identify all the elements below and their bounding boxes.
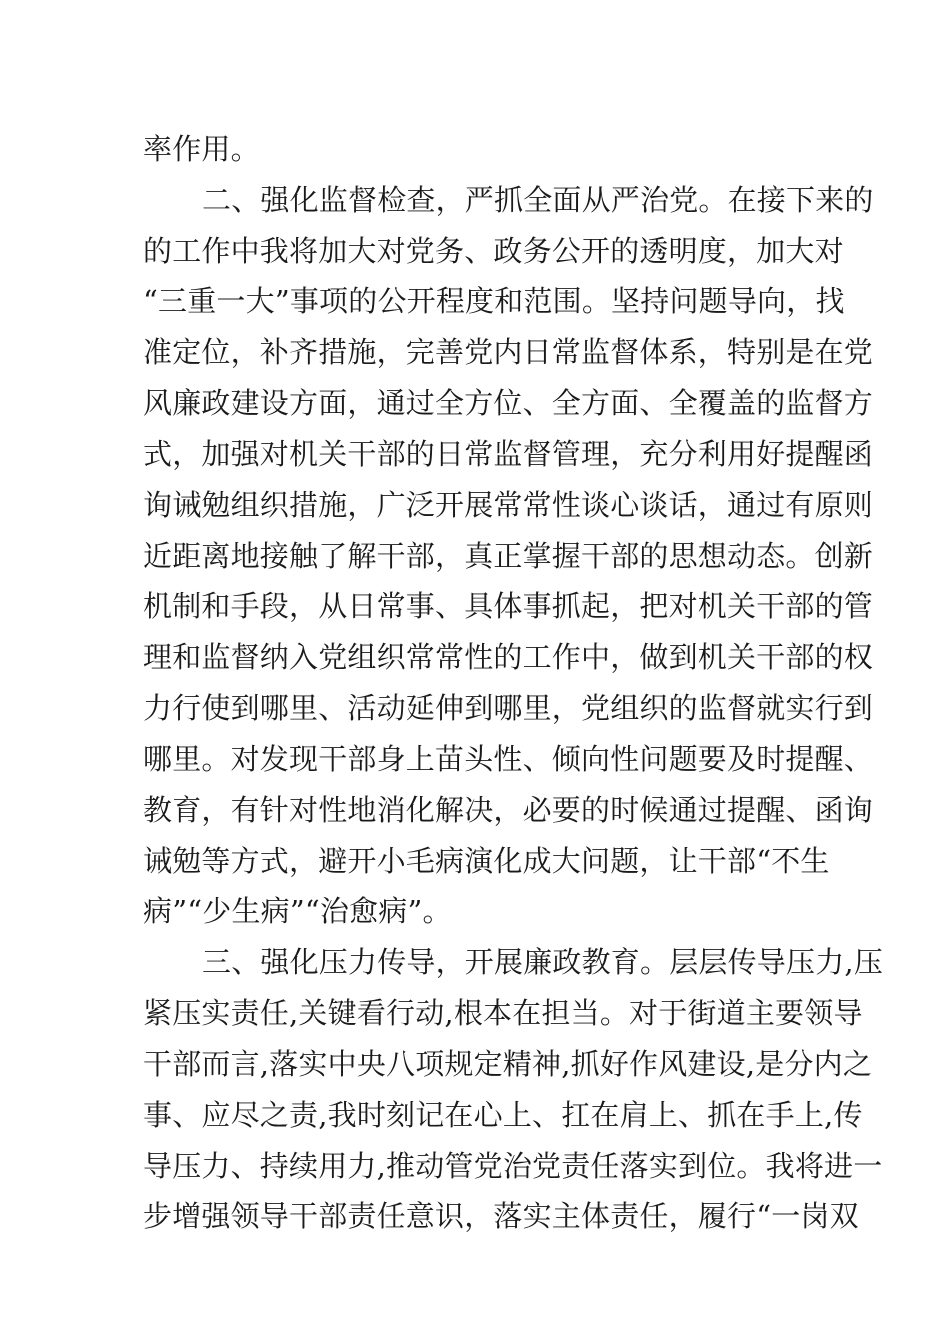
text-line: 哪里。对发现干部身上苗头性、倾向性问题要及时提醒、: [143, 742, 874, 776]
text-line: 紧压实责任,关键看行动,根本在担当。对于街道主要领导: [143, 996, 863, 1030]
text-line: “三重一大”事项的公开程度和范围。坚持问题导向，找: [143, 284, 845, 318]
text-line: 询诫勉组织措施，广泛开展常常性谈心谈话，通过有原则: [143, 488, 874, 522]
text-line: 教育，有针对性地消化解决，必要的时候通过提醒、函询: [143, 793, 874, 827]
paragraph-heading-line: 二、强化监督检查，严抓全面从严治党。在接下来的: [202, 183, 874, 217]
text-line: 干部而言,落实中央八项规定精神,抓好作风建设,是分内之: [143, 1047, 873, 1081]
text-line: 导压力、持续用力,推动管党治党责任落实到位。我将进一: [143, 1149, 883, 1183]
text-line: 率作用。: [143, 132, 260, 166]
paragraph-heading-line: 三、强化压力传导，开展廉政教育。层层传导压力,压: [202, 945, 884, 979]
text-line: 力行使到哪里、活动延伸到哪里，党组织的监督就实行到: [143, 691, 874, 725]
text-line: 事、应尽之责,我时刻记在心上、扛在肩上、抓在手上,传: [143, 1098, 863, 1132]
text-line: 理和监督纳入党组织常常性的工作中，做到机关干部的权: [143, 640, 874, 674]
text-line: 的工作中我将加大对党务、政务公开的透明度，加大对: [143, 234, 844, 268]
text-line: 准定位，补齐措施，完善党内日常监督体系，特别是在党: [143, 335, 874, 369]
text-line: 病”“少生病”“治愈病”。: [143, 894, 452, 928]
text-line: 近距离地接触了解干部，真正掌握干部的思想动态。创新: [143, 539, 874, 573]
text-line: 式，加强对机关干部的日常监督管理，充分利用好提醒函: [143, 437, 874, 471]
text-line: 诫勉等方式，避开小毛病演化成大问题，让干部“不生: [143, 844, 830, 878]
text-line: 机制和手段，从日常事、具体事抓起，把对机关干部的管: [143, 589, 874, 623]
text-line: 步增强领导干部责任意识，落实主体责任，履行“一岗双: [143, 1199, 859, 1233]
text-line: 风廉政建设方面，通过全方位、全方面、全覆盖的监督方: [143, 386, 874, 420]
